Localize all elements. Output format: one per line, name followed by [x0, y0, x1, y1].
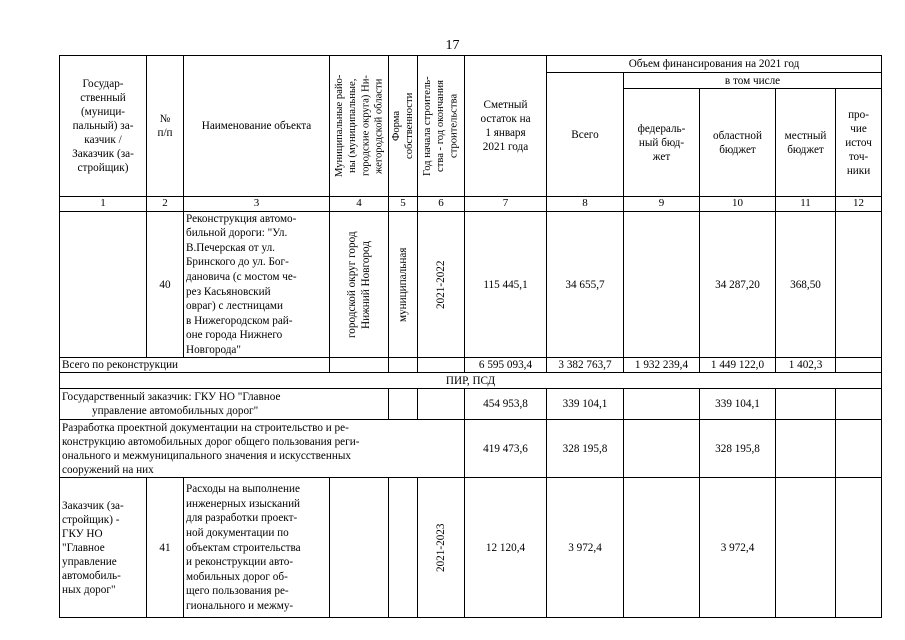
state-customer-row [60, 389, 882, 420]
column-number: 2 [147, 197, 184, 212]
section-pir-title: ПИР, ПСД [60, 373, 882, 389]
header-including: в том числе [624, 73, 882, 89]
design-docs-balance: 419 473,6 [465, 420, 547, 478]
empty-cell [836, 478, 882, 618]
row40-number: 40 [147, 211, 184, 358]
empty-cell [624, 420, 700, 478]
row40-ownership: муниципальная [397, 247, 409, 322]
row40-balance: 115 445,1 [465, 211, 547, 358]
header-district: Муниципальные райо- ны (муниципальные, городские округа) Ни- жегородской области [333, 74, 385, 178]
section-row [60, 373, 882, 389]
column-number: 1 [60, 197, 147, 212]
column-number: 8 [547, 197, 624, 212]
empty-cell [776, 478, 836, 618]
state-customer-label: Государственный заказчик: ГКУ НО "Главное управление автомобильных дорог" [60, 389, 389, 420]
total-reconstruction-federal: 1 932 239,4 [624, 358, 700, 373]
empty-cell [389, 358, 418, 373]
row41-customer: Заказчик (за- стройщик) - ГКУ НО "Главное управление автомобиль- ных дорог" [60, 478, 147, 618]
header-ownership: Форма собственности [390, 92, 415, 160]
column-number: 4 [330, 197, 389, 212]
empty-cell [418, 358, 465, 373]
column-number: 10 [700, 197, 776, 212]
header-other: про- чие источ точ- ники [836, 89, 882, 197]
state-customer-balance: 454 953,8 [465, 389, 547, 420]
row40-federal [624, 211, 700, 358]
header-regional: областной бюджет [700, 89, 776, 197]
total-reconstruction-row [60, 358, 882, 373]
row41-total: 3 972,4 [547, 478, 624, 618]
column-number: 5 [389, 197, 418, 212]
header-number: № п/п [147, 56, 184, 197]
empty-cell [389, 478, 418, 618]
state-customer-total: 339 104,1 [547, 389, 624, 420]
row40-customer [60, 211, 147, 358]
total-reconstruction-total: 3 382 763,7 [547, 358, 624, 373]
row41-years: 2021-2023 [435, 523, 447, 573]
row41-number: 41 [147, 478, 184, 618]
empty-cell [389, 389, 418, 420]
total-reconstruction-regional: 1 449 122,0 [700, 358, 776, 373]
state-customer-regional: 339 104,1 [700, 389, 776, 420]
empty-cell [330, 358, 389, 373]
empty-cell [836, 389, 882, 420]
total-reconstruction-label: Всего по реконструкции [60, 358, 330, 373]
row40-years: 2021-2022 [435, 260, 447, 309]
column-number: 3 [184, 197, 330, 212]
header-customer: Государ- ственный (муници- пальный) за- казчик / Заказчик (за- стройщик) [60, 56, 147, 197]
column-number: 6 [418, 197, 465, 212]
design-docs-label: Разработка проектной документации на строительство и ре- конструкцию автомобильных дорог общего пользования реги- онального и межмуниципального значения и искусственных сооружений на них [60, 420, 465, 478]
header-funding-group: Объем финансирования на 2021 год [547, 56, 882, 73]
row40-total: 34 655,7 [547, 211, 624, 358]
row40-local: 368,50 [776, 211, 836, 358]
column-number: 7 [465, 197, 547, 212]
column-number: 9 [624, 197, 700, 212]
design-docs-row [60, 420, 882, 478]
header-balance: Сметный остаток на 1 января 2021 года [465, 56, 547, 197]
column-number: 12 [836, 197, 882, 212]
total-reconstruction-local: 1 402,3 [776, 358, 836, 373]
design-docs-total: 328 195,8 [547, 420, 624, 478]
empty-cell [836, 358, 882, 373]
row41-balance: 12 120,4 [465, 478, 547, 618]
table-row-40 [60, 211, 882, 358]
empty-cell [836, 420, 882, 478]
page-number: 17 [445, 38, 460, 53]
header-local: местный бюджет [776, 89, 836, 197]
column-number: 11 [776, 197, 836, 212]
table-row-41 [60, 478, 882, 618]
empty-cell [776, 420, 836, 478]
row40-object: Реконструкция автомо- бильной дороги: "Ул. В.Печерская от ул. Бринского до ул. Бог- дановича (с мостом че- рез Касьяновский овраг) с лестницами в Нижегородском рай- оне города Нижнего Новгорода" [184, 211, 330, 358]
row40-district: городской округ город Нижний Новгород [346, 231, 372, 338]
header-federal: федераль- ный бюд- жет [624, 89, 700, 197]
investment-program-table [59, 55, 882, 618]
empty-cell [776, 389, 836, 420]
header-years: Год начала строитель- ства - год окончания строительства [422, 76, 460, 176]
empty-cell [624, 389, 700, 420]
row41-object: Расходы на выполнение инженерных изысканий для разработки проект- ной документации по объектам строительства и реконструкции авто- мобильных дорог об- щего пользования ре- гионального и межму- [184, 478, 330, 618]
header-row-1 [60, 56, 882, 73]
row40-other [836, 211, 882, 358]
total-reconstruction-balance: 6 595 093,4 [465, 358, 547, 373]
header-total: Всего [547, 73, 624, 197]
header-object-name: Наименование объекта [184, 56, 330, 197]
column-numbers-row [60, 197, 882, 212]
empty-cell [624, 478, 700, 618]
empty-cell [330, 478, 389, 618]
design-docs-regional: 328 195,8 [700, 420, 776, 478]
empty-cell [418, 389, 465, 420]
row40-regional: 34 287,20 [700, 211, 776, 358]
row41-regional: 3 972,4 [700, 478, 776, 618]
